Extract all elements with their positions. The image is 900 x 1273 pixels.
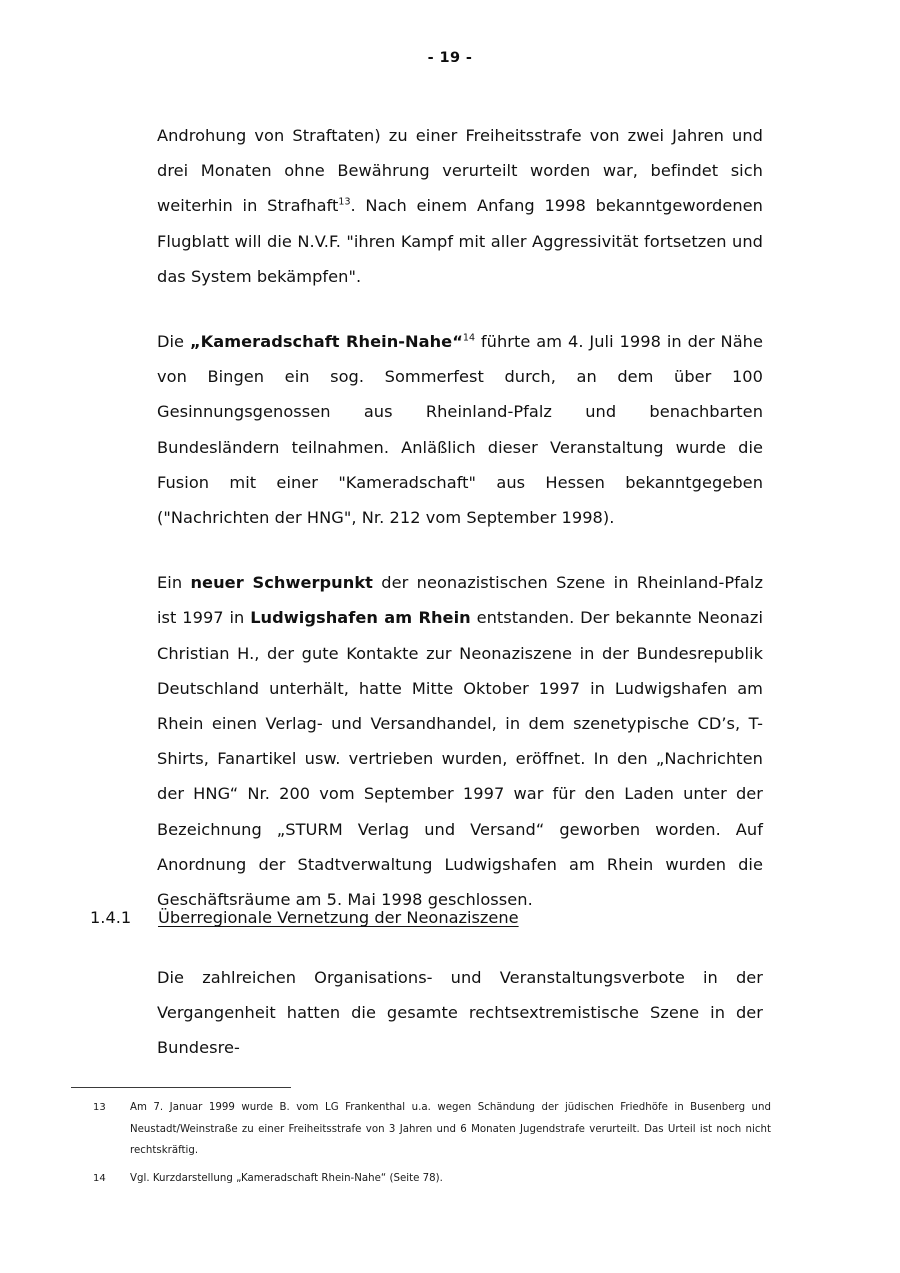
section-number: 1.4.1 (90, 908, 132, 927)
emphasis-bold: „Kameradschaft Rhein-Nahe“ (189, 332, 463, 352)
paragraph: Die „Kameradschaft Rhein-Nahe“$^{14}$ führte am 4. Juli 1998 in der Nähe von Bingen ein sog. Sommerfest durch, an dem über 100 Gesinnungsgenossen aus Rheinland-Pfalz und benachbarten Bundesländern teilnahmen. Anläßlich dieser Veranstaltung wurde die Fusion mit einer "Kameradschaft" aus Hessen bekanntgegeben ("Nachrichten der HNG", Nr. 212 vom September 1998). (157, 332, 763, 528)
footnote-separator-rule (71, 1087, 291, 1088)
page-number-header: - 19 - (427, 50, 473, 66)
footnote-number: 13 (93, 1102, 106, 1113)
footnote-reference[interactable]: 14 (462, 332, 475, 344)
footnote-text: Am 7. Januar 1999 wurde B. vom LG Frankenthal u.a. wegen Schändung der jüdischen Friedhöfe in Busenberg und Neustadt/Weinstraße zu einer Freiheitsstrafe von 3 Jahren und 6 Monaten Jugendstrafe verurteilt. Das Urteil ist noch nicht rechtskräftig. (130, 1102, 771, 1156)
section-title: Überregionale Vernetzung der Neonaziszene (158, 908, 519, 927)
footnote-area (71, 1097, 771, 1189)
paragraph: Die zahlreichen Organisations- und Veranstaltungsverbote in der Vergangenheit hatten die gesamte rechtsextremistische Szene in der Bundesre- (157, 968, 763, 1058)
footnote (71, 1168, 771, 1190)
emphasis-bold: Ludwigshafen am Rhein (250, 608, 471, 628)
footnote (71, 1097, 771, 1162)
body-text-column-after-heading (157, 960, 763, 1066)
section-heading (90, 906, 770, 930)
body-text-column (157, 118, 763, 917)
emphasis-bold: neuer Schwerpunkt (190, 573, 373, 593)
paragraph: Ein neuer Schwerpunkt der neonazistischen Szene in Rheinland-Pfalz ist 1997 in Ludwigshafen am Rhein entstanden. Der bekannte Neonazi Christian H., der gute Kontakte zur Neonaziszene in der Bundesrepublik Deutschland unterhält, hatte Mitte Oktober 1997 in Ludwigshafen am Rhein einen Verlag- und Versandhandel, in dem szenetypische CD’s, T-Shirts, Fanartikel usw. vertrieben wurden, eröffnet. In den „Nachrichten der HNG“ Nr. 200 vom September 1997 war für den Laden unter der Bezeichnung „STURM Verlag und Versand“ geworben worden. Auf Anordnung der Stadtverwaltung Ludwigshafen am Rhein wurden die Geschäftsräume am 5. Mai 1998 geschlossen. (157, 573, 763, 910)
footnote-number: 14 (93, 1172, 106, 1184)
footnote-reference[interactable]: 13 (338, 197, 351, 209)
paragraph: Androhung von Straftaten) zu einer Freiheitsstrafe von zwei Jahren und drei Monaten ohne Bewährung verurteilt worden war, befindet sich weiterhin in Strafhaft$^{13}$. Nach einem Anfang 1998 bekanntgewordenen Flugblatt will die N.V.F. "ihren Kampf mit aller Aggressivität fortsetzen und das System bekämpfen". (157, 126, 763, 286)
footnote-text: Vgl. Kurzdarstellung „Kameradschaft Rhein-Nahe“ (Seite 78). (130, 1172, 443, 1184)
